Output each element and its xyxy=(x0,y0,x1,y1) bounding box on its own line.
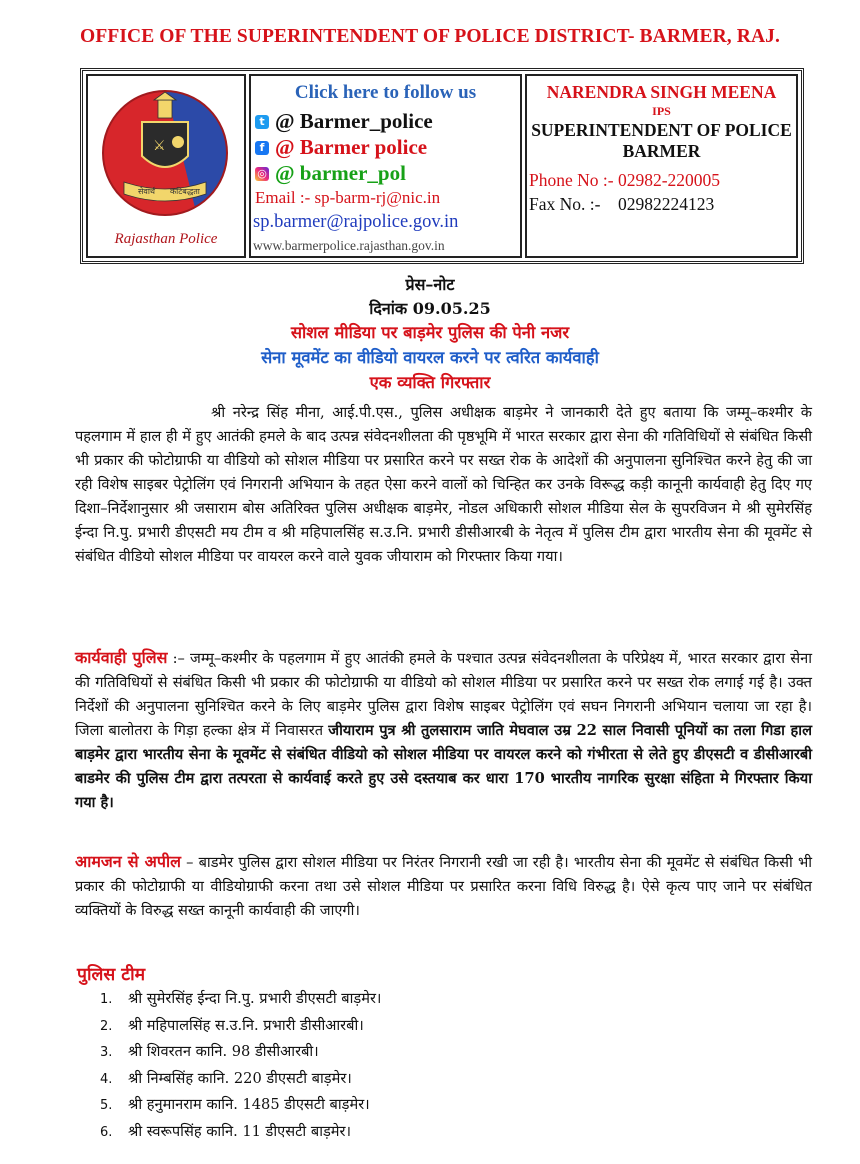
logo-cell xyxy=(86,74,246,258)
headline-3: एक व्यक्ति गिरफ्तार xyxy=(369,373,491,392)
action-lead: कार्यवाही पुलिस xyxy=(75,648,168,667)
list-text: श्री स्वरूपसिंह कानि. 11 डीएसटी बाड़मेर। xyxy=(128,1122,352,1140)
paragraph-action xyxy=(75,646,812,815)
officer-cell xyxy=(525,74,798,258)
email-link-nic[interactable]: Email :- sp-barm-rj@nic.in xyxy=(255,188,441,207)
press-date: दिनांक 09.05.25 xyxy=(369,299,491,318)
office-heading: OFFICE OF THE SUPERINTENDENT OF POLICE DISTRICT- BARMER, RAJ. xyxy=(80,26,780,47)
officer-name: NARENDRA SINGH MEENA xyxy=(546,82,777,102)
emblem-motto-left: सेवार्थ xyxy=(138,187,156,196)
svg-text:⚔: ⚔ xyxy=(153,138,166,154)
action-text: :– जम्मू–कश्मीर के पहलगाम में हुए आतंकी हमले के पश्चात उत्पन्न संवेदनशीलता के परिप्रेक्ष्य में, भारत सरकार द्वारा सेना की गतिविधियों से संबंधित किसी भी प्रकार की फोटोग्राफी या वीडियो को सोशल मीडिया पर प्रसारित करने पर सख्त रोक लगाई गई है। उक्त निर्देशों की अनुपालना सुनिश्चित करने के लिए बाड़मेर पुलिस द्वारा विशेष साइबर पेट्रोलिंग एवं सघन निगरानी अभियान चलाया जा रहा है। जिला बालोतरा के गिड़ा हल्का क्षेत्र में निवासरत xyxy=(75,650,812,739)
paragraph-intro: श्री नरेन्द्र सिंह मीना, आई.पी.एस., पुलिस अधीक्षक बाड़मेर ने जानकारी देते हुए बताया कि जम्मू–कश्मीर के पहलगाम में हाल ही में हुए आतंकी हमले के बाद उत्पन्न संवेदनशीलता की पृष्ठभूमि में भारत सरकार द्वारा सेना की गतिविधियों से संबंधित किसी भी प्रकार की फोटोग्राफी या वीडियो को सोशल मीडिया पर प्रसारित करने पर सख्त रोक के आदेशों की अनुपालना सुनिश्चित करने हेतु की जा रही विशेष साइबर पेट्रोलिंग एवं निगरानी अभियान के तहत ऐसा करने वालों को चिन्हित कर उनके विरूद्ध कड़ी कानूनी कार्यवाही हेतु दिए गए दिशा–निर्देशानुसार श्री जसाराम बोस अतिरिक्त पुलिस अधीक्षक बाड़मेर, नोडल अधिकारी सोशल मीडिया सेल के सुपरविजन मे श्री सुमेरसिंह ईन्दा नि.पु. प्रभारी डीएसटी मय टीम व श्री महिपालसिंह स.उ.नि. प्रभारी डीसीआरबी के नेतृत्व में पुलिस टीम द्वारा भारतीय सेना की मूवमेंट से संबंधित वीडियो सोशल मीडिया पर वायरल करने वाले युवक जीयाराम को गिरफ्तार किया गया। xyxy=(75,404,812,565)
follow-link[interactable]: Click here to follow us xyxy=(294,82,477,103)
team-list xyxy=(100,986,381,1145)
twitter-link[interactable] xyxy=(255,109,433,134)
phone-number: Phone No :- 02982-220005 xyxy=(529,170,721,190)
appeal-lead: आमजन से अपील xyxy=(75,852,181,871)
paragraph-appeal xyxy=(75,850,812,923)
twitter-icon: t xyxy=(255,115,269,129)
officer-title: SUPERINTENDENT OF POLICE xyxy=(531,120,792,140)
instagram-icon: ◎ xyxy=(255,167,269,181)
emblem-motto-right: कटिबद्धता xyxy=(170,187,200,196)
list-item xyxy=(100,1066,381,1093)
list-item xyxy=(100,1119,381,1146)
instagram-link[interactable] xyxy=(255,161,406,186)
headline-2: सेना मूवमेंट का वीडियो वायरल करने पर त्वरित कार्यवाही xyxy=(261,348,599,367)
list-item xyxy=(100,1092,381,1119)
rajasthan-police-emblem-icon xyxy=(98,86,232,220)
logo-caption: Rajasthan Police xyxy=(114,231,218,247)
team-heading: पुलिस टीम xyxy=(77,965,146,985)
officer-service: IPS xyxy=(652,104,671,118)
list-item xyxy=(100,1013,381,1040)
list-text: श्री शिवरतन कानि. 98 डीसीआरबी। xyxy=(128,1043,319,1060)
email-link-rajpolice[interactable]: sp.barmer@rajpolice.gov.in xyxy=(253,212,459,232)
appeal-text: – बाडमेर पुलिस द्वारा सोशल मीडिया पर निरंतर निगरानी रखी जा रही है। भारतीय सेना की मूवमेंट से संबंधित किसी भी प्रकार की फोटोग्राफी या वीडियोग्राफी करना तथा उसे सोशल मीडिया पर प्रसारित करना विधि विरुद्ध है। ऐसे कृत्य पाए जाने पर संबंधित व्यक्तियों के विरुद्ध सख्त कानूनी कार्यवाही की जाएगी। xyxy=(75,854,812,919)
twitter-handle: @ Barmer_police xyxy=(275,109,433,133)
list-text: श्री हनुमानराम कानि. 1485 डीएसटी बाड़मेर। xyxy=(128,1096,370,1113)
list-item xyxy=(100,986,381,1013)
officer-city: BARMER xyxy=(622,141,701,161)
press-note-label: प्रेस–नोट xyxy=(405,275,455,294)
fax-number: Fax No. :- 02982224123 xyxy=(529,194,715,214)
website-link[interactable]: www.barmerpolice.rajasthan.gov.in xyxy=(253,238,445,253)
list-number: 2. xyxy=(100,1018,113,1034)
list-text: श्री महिपालसिंह स.उ.नि. प्रभारी डीसीआरबी। xyxy=(128,1016,364,1034)
social-cell xyxy=(249,74,522,258)
list-number: 6. xyxy=(100,1124,113,1140)
list-item xyxy=(100,1039,381,1066)
facebook-link[interactable] xyxy=(255,135,427,160)
list-number: 3. xyxy=(100,1045,113,1060)
facebook-icon: f xyxy=(255,141,269,155)
list-number: 4. xyxy=(100,1071,113,1087)
list-text: श्री निम्बसिंह कानि. 220 डीएसटी बाड़मेर। xyxy=(128,1069,352,1087)
list-number: 5. xyxy=(100,1098,113,1113)
action-bold-text: जीयाराम पुत्र श्री तुलसाराम जाति मेघवाल उम्र 22 साल निवासी पूनियों का तला गिडा हाल बाड़मेर द्वारा भारतीय सेना के मूवमेंट से संबंधित वीडियो को सोशल मीडिया पर वायरल करने को गंभीरता से लेते हुए डीएसटी व डीसीआरबी बाडमेर की पुलिस टीम द्वारा तत्परता से कार्यवाई करते हुए उसे दस्तयाब कर धारा 170 भारतीय नागरिक सुरक्षा संहिता मे गिरफ्तार किया गया है। xyxy=(75,722,812,811)
instagram-handle: @ barmer_pol xyxy=(275,161,406,185)
letterhead xyxy=(80,68,804,264)
facebook-handle: @ Barmer police xyxy=(275,135,428,159)
list-number: 1. xyxy=(100,992,113,1007)
headline-1: सोशल मीडिया पर बाड़मेर पुलिस की पेनी नजर xyxy=(290,323,570,342)
list-text: श्री सुमेरसिंह ईन्दा नि.पु. प्रभारी डीएसटी बाड़मेर। xyxy=(128,990,382,1007)
